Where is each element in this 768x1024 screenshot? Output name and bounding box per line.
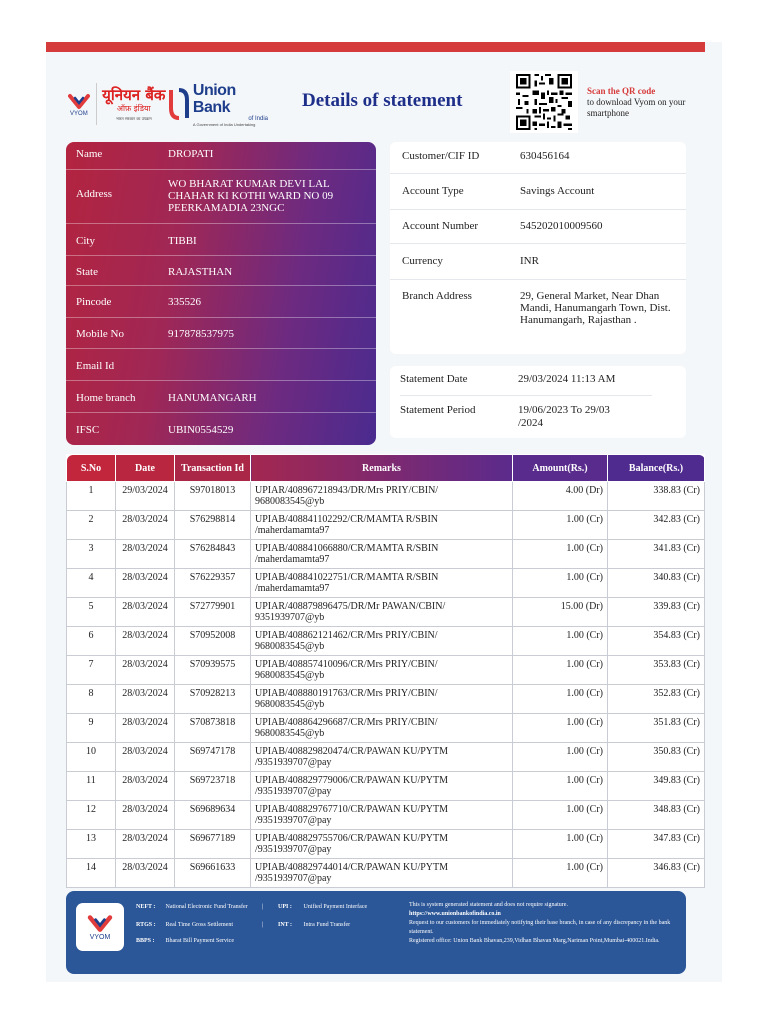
remark-line-1: UPIAB/408841066880/CR/MAMTA R/SBIN xyxy=(255,543,439,554)
customer-value: DROPATI xyxy=(168,148,214,160)
header-date: Date xyxy=(116,455,175,482)
cell-date: 28/03/2024 xyxy=(116,540,175,569)
bank-name-sub: of India xyxy=(248,115,268,122)
qr-instructions xyxy=(587,86,707,119)
cell-date: 28/03/2024 xyxy=(116,511,175,540)
remark-line-2: /maherdamamta97 xyxy=(255,554,330,565)
cell-amount: 1.00 (Cr) xyxy=(513,830,608,859)
customer-value: 917878537975 xyxy=(168,328,234,340)
cell-sno: 7 xyxy=(67,656,116,685)
footer-note-discrepancy: Request to our customers for immediately notifying their base branch, in case of any discrepancy in the bank statement. xyxy=(409,920,671,935)
cell-remarks xyxy=(251,627,513,656)
statement-value: 19/06/2023 To 29/03 /2024 xyxy=(518,404,610,429)
remark-line-2: /maherdamamta97 xyxy=(255,583,330,594)
cell-date: 28/03/2024 xyxy=(116,859,175,888)
customer-row-email xyxy=(66,349,376,381)
statement-label: Statement Date xyxy=(400,373,468,385)
transactions-table xyxy=(66,454,705,888)
cell-transaction-id: S97018013 xyxy=(175,482,251,511)
cell-transaction-id: S70939575 xyxy=(175,656,251,685)
cell-balance: 340.83 (Cr) xyxy=(608,569,705,598)
cell-date: 28/03/2024 xyxy=(116,656,175,685)
customer-row-name xyxy=(66,142,376,170)
account-value: Savings Account xyxy=(520,185,595,197)
cell-balance: 346.83 (Cr) xyxy=(608,859,705,888)
divider-mark: | xyxy=(262,904,264,910)
remark-line-1: UPIAB/408841102292/CR/MAMTA R/SBIN xyxy=(255,514,439,525)
hindi-bank-name xyxy=(101,87,167,122)
abbr-value: Bharat Bill Payment Service xyxy=(165,938,234,944)
remark-line-2: 9351939707@yb xyxy=(255,612,325,623)
table-header-row xyxy=(67,455,705,482)
account-label: Account Number xyxy=(402,220,479,232)
divider-mark: | xyxy=(262,922,264,928)
remark-line-1: UPIAB/408880191763/CR/Mrs PRIY/CBIN/ xyxy=(255,688,438,699)
cell-remarks xyxy=(251,743,513,772)
cell-date: 28/03/2024 xyxy=(116,685,175,714)
cell-amount: 1.00 (Cr) xyxy=(513,714,608,743)
cell-sno: 13 xyxy=(67,830,116,859)
cell-amount: 1.00 (Cr) xyxy=(513,656,608,685)
cell-amount: 1.00 (Cr) xyxy=(513,772,608,801)
cell-date: 28/03/2024 xyxy=(116,772,175,801)
remark-line-2: /maherdamamta97 xyxy=(255,525,330,536)
customer-label: State xyxy=(76,266,98,278)
top-accent-bar xyxy=(46,42,705,52)
hindi-tagline: भारत सरकार का उपक्रम xyxy=(115,115,152,121)
cell-date: 28/03/2024 xyxy=(116,830,175,859)
cell-amount: 1.00 (Cr) xyxy=(513,627,608,656)
cell-transaction-id: S76298814 xyxy=(175,511,251,540)
header-balance: Balance(Rs.) xyxy=(608,455,705,482)
abbr-bbps xyxy=(136,937,234,945)
cell-transaction-id: S69747178 xyxy=(175,743,251,772)
cell-remarks xyxy=(251,801,513,830)
vyom-label: VYOM xyxy=(70,110,88,117)
cell-date: 28/03/2024 xyxy=(116,569,175,598)
customer-value: HANUMANGARH xyxy=(168,392,257,404)
footer-note-registered-office: Registered office: Union Bank Bhavan,239,Vidhan Bhavan Marg,Nariman Point,Mumbai-400021.India. xyxy=(409,938,660,944)
account-label: Branch Address xyxy=(402,290,472,302)
remark-line-1: UPIAB/408829755706/CR/PAWAN KU/PYTM xyxy=(255,833,449,844)
cell-transaction-id: S72779901 xyxy=(175,598,251,627)
cell-transaction-id: S70873818 xyxy=(175,714,251,743)
remark-line-1: UPIAB/408829779006/CR/PAWAN KU/PYTM xyxy=(255,775,449,786)
statement-divider xyxy=(400,395,652,396)
customer-value: 335526 xyxy=(168,296,201,308)
customer-value: RAJASTHAN xyxy=(168,266,233,278)
cell-balance: 342.83 (Cr) xyxy=(608,511,705,540)
remark-line-2: /9351939707@pay xyxy=(255,815,332,826)
cell-date: 29/03/2024 xyxy=(116,482,175,511)
union-bank-logo-icon xyxy=(167,86,191,122)
abbr-upi xyxy=(278,903,367,911)
account-row-type xyxy=(390,174,686,210)
customer-value: UBIN0554529 xyxy=(168,424,234,436)
remark-line-2: 9680083545@yb xyxy=(255,670,325,681)
table-row xyxy=(67,482,705,511)
customer-label: Mobile No xyxy=(76,328,124,340)
cell-amount: 1.00 (Cr) xyxy=(513,801,608,830)
cell-transaction-id: S69723718 xyxy=(175,772,251,801)
abbr-value: Unified Payment Interface xyxy=(303,904,368,910)
statement-label: Statement Period xyxy=(400,404,476,416)
abbr-key: UPI : xyxy=(278,904,292,910)
remark-line-2: /9351939707@pay xyxy=(255,873,332,884)
cell-sno: 11 xyxy=(67,772,116,801)
footer-note-signature: This is system generated statement and does not require signature. xyxy=(409,902,568,908)
cell-amount: 1.00 (Cr) xyxy=(513,743,608,772)
account-row-currency xyxy=(390,244,686,280)
cell-date: 28/03/2024 xyxy=(116,801,175,830)
customer-label: Name xyxy=(76,148,103,160)
remark-line-1: UPIAR/408967218943/DR/Mrs PRIY/CBIN/ xyxy=(255,485,439,496)
cell-sno: 1 xyxy=(67,482,116,511)
statement-value: 29/03/2024 11:13 AM xyxy=(518,373,616,385)
cell-sno: 2 xyxy=(67,511,116,540)
account-label: Account Type xyxy=(402,185,464,197)
customer-label: Pincode xyxy=(76,296,112,308)
remark-line-2: 9680083545@yb xyxy=(255,728,325,739)
remark-line-2: /9351939707@pay xyxy=(255,786,332,797)
remark-line-1: UPIAB/408862121462/CR/Mrs PRIY/CBIN/ xyxy=(255,630,438,641)
cell-sno: 6 xyxy=(67,627,116,656)
account-value: 545202010009560 xyxy=(520,220,603,232)
table-row xyxy=(67,714,705,743)
table-row xyxy=(67,685,705,714)
account-details-card xyxy=(390,142,686,354)
abbr-key: NEFT : xyxy=(136,904,156,910)
qr-code-icon[interactable] xyxy=(510,71,578,133)
statement-info-card xyxy=(390,366,686,438)
table-row xyxy=(67,598,705,627)
cell-balance: 341.83 (Cr) xyxy=(608,540,705,569)
abbr-rtgs xyxy=(136,921,233,929)
cell-sno: 14 xyxy=(67,859,116,888)
customer-label: City xyxy=(76,235,95,247)
cell-balance: 354.83 (Cr) xyxy=(608,627,705,656)
account-label: Currency xyxy=(402,255,443,267)
cell-transaction-id: S76229357 xyxy=(175,569,251,598)
cell-balance: 349.83 (Cr) xyxy=(608,772,705,801)
abbr-key: INT : xyxy=(278,922,293,928)
cell-remarks xyxy=(251,569,513,598)
cell-remarks xyxy=(251,772,513,801)
footer-vyom-label: VYOM xyxy=(89,934,111,941)
cell-balance: 350.83 (Cr) xyxy=(608,743,705,772)
customer-label: Home branch xyxy=(76,392,136,404)
cell-balance: 347.83 (Cr) xyxy=(608,830,705,859)
account-value: INR xyxy=(520,255,539,267)
customer-row-mobile xyxy=(66,318,376,349)
bank-logo-group xyxy=(66,78,268,130)
remark-line-2: 9680083545@yb xyxy=(255,496,325,507)
customer-value: TIBBI xyxy=(168,235,197,247)
customer-row-pincode xyxy=(66,286,376,318)
cell-balance: 338.83 (Cr) xyxy=(608,482,705,511)
cell-sno: 9 xyxy=(67,714,116,743)
page-title: Details of statement xyxy=(302,90,463,111)
abbr-int xyxy=(278,921,350,929)
abbr-value: Intra Fund Transfer xyxy=(303,922,351,928)
cell-sno: 10 xyxy=(67,743,116,772)
cell-remarks xyxy=(251,656,513,685)
cell-transaction-id: S70952008 xyxy=(175,627,251,656)
footer-panel xyxy=(66,891,686,974)
cell-amount: 1.00 (Cr) xyxy=(513,569,608,598)
footer-vyom-logo-icon xyxy=(76,903,124,951)
remark-line-1: UPIAB/408829744014/CR/PAWAN KU/PYTM xyxy=(255,862,449,873)
cell-date: 28/03/2024 xyxy=(116,743,175,772)
cell-balance: 352.83 (Cr) xyxy=(608,685,705,714)
account-row-cif xyxy=(390,142,686,174)
customer-value: WO BHARAT KUMAR DEVI LAL CHAHAR KI KOTHI WARD NO 09 PEERKAMADIA 23NGC xyxy=(168,178,334,214)
bank-tagline: A Government of India Undertaking xyxy=(192,121,256,127)
cell-amount: 1.00 (Cr) xyxy=(513,540,608,569)
table-row xyxy=(67,830,705,859)
cell-remarks xyxy=(251,482,513,511)
remark-line-1: UPIAB/408864296687/CR/Mrs PRIY/CBIN/ xyxy=(255,717,438,728)
table-row xyxy=(67,801,705,830)
customer-label: Address xyxy=(76,188,113,200)
table-row xyxy=(67,540,705,569)
remark-line-1: UPIAB/408829820474/CR/PAWAN KU/PYTM xyxy=(255,746,449,757)
customer-details-card xyxy=(66,142,376,445)
cell-balance: 348.83 (Cr) xyxy=(608,801,705,830)
cell-balance: 339.83 (Cr) xyxy=(608,598,705,627)
hindi-name-line1: यूनियन बैंक xyxy=(102,85,166,104)
cell-sno: 12 xyxy=(67,801,116,830)
cell-transaction-id: S76284843 xyxy=(175,540,251,569)
remark-line-1: UPIAR/408879896475/DR/Mr PAWAN/CBIN/ xyxy=(255,601,446,612)
account-row-branch-address xyxy=(390,280,686,354)
account-value: 630456164 xyxy=(520,150,570,162)
cell-sno: 8 xyxy=(67,685,116,714)
header-amount: Amount(Rs.) xyxy=(513,455,608,482)
cell-transaction-id: S69689634 xyxy=(175,801,251,830)
abbr-neft xyxy=(136,903,248,911)
logo-divider xyxy=(96,83,97,125)
cell-remarks xyxy=(251,714,513,743)
remark-line-1: UPIAB/408857410096/CR/Mrs PRIY/CBIN/ xyxy=(255,659,438,670)
abbr-value: National Electronic Fund Transfer xyxy=(165,904,248,910)
account-row-number xyxy=(390,210,686,244)
qr-text: to download Vyom on your smartphone xyxy=(587,97,686,118)
footer-notes xyxy=(409,901,679,946)
remark-line-2: /9351939707@pay xyxy=(255,757,332,768)
cell-remarks xyxy=(251,685,513,714)
customer-row-city xyxy=(66,224,376,256)
table-row xyxy=(67,656,705,685)
remark-line-2: /9351939707@pay xyxy=(255,844,332,855)
abbr-value: Real Time Gross Settlement xyxy=(165,922,233,928)
header-transaction-id: Transaction Id xyxy=(175,455,251,482)
remark-line-2: 9680083545@yb xyxy=(255,699,325,710)
table-row xyxy=(67,627,705,656)
cell-balance: 351.83 (Cr) xyxy=(608,714,705,743)
cell-amount: 1.00 (Cr) xyxy=(513,685,608,714)
customer-row-ifsc xyxy=(66,413,376,445)
remark-line-1: UPIAB/408829767710/CR/PAWAN KU/PYTM xyxy=(255,804,449,815)
cell-balance: 353.83 (Cr) xyxy=(608,656,705,685)
customer-row-state xyxy=(66,256,376,286)
cell-sno: 5 xyxy=(67,598,116,627)
cell-sno: 3 xyxy=(67,540,116,569)
remark-line-1: UPIAB/408841022751/CR/MAMTA R/SBIN xyxy=(255,572,439,583)
cell-remarks xyxy=(251,859,513,888)
union-bank-wordmark xyxy=(167,82,268,127)
table-row xyxy=(67,511,705,540)
cell-date: 28/03/2024 xyxy=(116,598,175,627)
header-sno: S.No xyxy=(67,455,116,482)
hindi-name-line2: ऑफ़ इंडिया xyxy=(116,103,151,113)
bank-name: Union Bank xyxy=(192,81,236,116)
cell-remarks xyxy=(251,540,513,569)
account-value: 29, General Market, Near Dhan Mandi, Hanumangarh Town, Dist. Hanumangarh, Rajasthan . xyxy=(520,290,671,326)
cell-amount: 1.00 (Cr) xyxy=(513,511,608,540)
table-row xyxy=(67,772,705,801)
account-label: Customer/CIF ID xyxy=(402,150,480,162)
remark-line-2: 9680083545@yb xyxy=(255,641,325,652)
abbr-key: RTGS : xyxy=(136,922,156,928)
abbr-key: BBPS : xyxy=(136,938,155,944)
customer-row-address xyxy=(66,170,376,224)
cell-remarks xyxy=(251,830,513,859)
cell-amount: 1.00 (Cr) xyxy=(513,859,608,888)
cell-amount: 15.00 (Dr) xyxy=(513,598,608,627)
cell-amount: 4.00 (Dr) xyxy=(513,482,608,511)
cell-transaction-id: S69661633 xyxy=(175,859,251,888)
header-remarks: Remarks xyxy=(251,455,513,482)
table-row xyxy=(67,743,705,772)
footer-website-link[interactable]: https://www.unionbankofindia.co.in xyxy=(409,911,501,917)
customer-label: Email Id xyxy=(76,360,115,372)
cell-remarks xyxy=(251,511,513,540)
cell-transaction-id: S69677189 xyxy=(175,830,251,859)
cell-date: 28/03/2024 xyxy=(116,714,175,743)
cell-transaction-id: S70928213 xyxy=(175,685,251,714)
cell-date: 28/03/2024 xyxy=(116,627,175,656)
table-row xyxy=(67,569,705,598)
cell-remarks xyxy=(251,598,513,627)
table-row xyxy=(67,859,705,888)
customer-row-home-branch xyxy=(66,381,376,413)
cell-sno: 4 xyxy=(67,569,116,598)
customer-label: IFSC xyxy=(76,424,100,436)
vyom-logo-icon xyxy=(66,81,92,127)
qr-heading: Scan the QR code xyxy=(587,86,656,96)
